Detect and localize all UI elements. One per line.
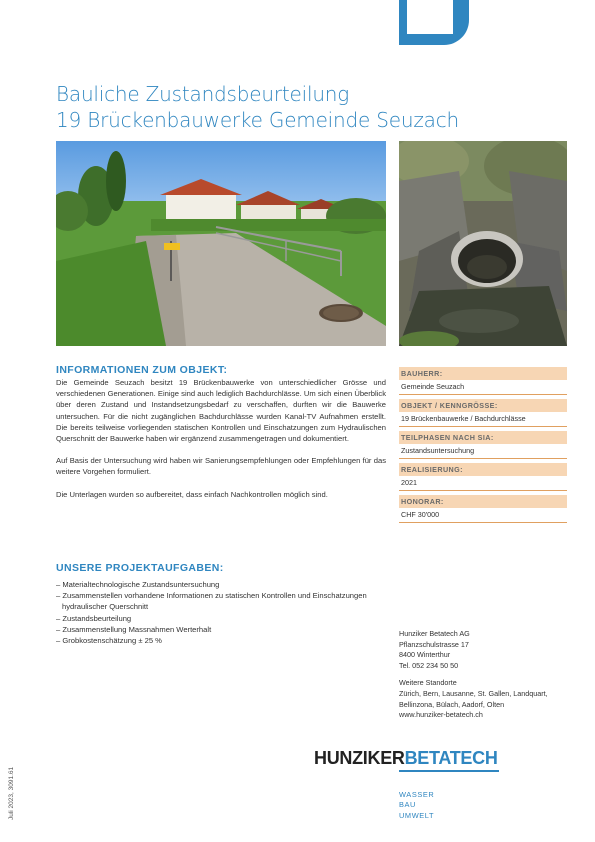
fact-label-phases: TEILPHASEN NACH SIA:: [399, 431, 567, 444]
website-link[interactable]: www.hunziker-betatech.ch: [399, 710, 483, 720]
info-paragraph-1: Die Gemeinde Seuzach besitzt 19 Brückenbauwerke von unterschiedlicher Grösse und verschiedenen Generationen. Einige sind auch lediglich Bachdurchlässe. Um sich einen Überblick über deren Zustand und Instandsetzungsbedarf zu verschaffen, durften wir die Bauwerke untersuchen. Für die nicht zugänglichen Bachdurchlässe wurden Kanal-TV Aufnahmen erstellt. Die bereits teilweise vorliegenden statischen Kontrollen und Einschatzungen zum Hydraulischen Querschnitt der Bauwerke haben wir ergänzend zusammengetragen und dokumentiert.: [56, 378, 386, 444]
fact-value-fee: CHF 30'000: [399, 508, 567, 523]
task-item: – Materialtechnologische Zustandsuntersuchung: [56, 580, 220, 589]
fact-label-fee: HONORAR:: [399, 495, 567, 508]
company-phone: Tel. 052 234 50 50: [399, 660, 459, 670]
info-heading: INFORMATIONEN ZUM OBJEKT:: [56, 364, 228, 376]
company-street: Pflanzschulstrasse 17: [399, 639, 469, 649]
brand-tagline: [399, 790, 434, 821]
fact-value-realization: 2021: [399, 476, 567, 491]
fact-value-phases: Zustandsuntersuchung: [399, 444, 567, 459]
task-item: – Zusammenstellen vorhandene Informationen zu statischen Kontrollen und Einschatzungen hydraulischer Querschnitt: [56, 591, 367, 612]
task-item: – Zusammenstellung Massnahmen Werterhalt: [56, 624, 212, 634]
bridge-photo: [56, 141, 386, 346]
task-item: – Zustandsbeurteilung: [56, 613, 132, 623]
culvert-photo: [399, 141, 567, 346]
tagline-line: BAU: [399, 800, 416, 810]
other-locations-heading: Weitere Standorte: [399, 678, 457, 688]
info-paragraph-3: Die Unterlagen wurden so aufbereitet, dass einfach Nachkontrollen möglich sind.: [56, 489, 328, 499]
document-date-code: Juli 2023, 3091.61: [8, 766, 15, 820]
page-title-line2: 19 Brückenbauwerke Gemeinde Seuzach: [56, 108, 459, 132]
info-paragraph-2: Auf Basis der Untersuchung wird haben wir Sanierungsempfehlungen oder Empfehlungen für das weitere Vorgehen formuliert.: [56, 456, 386, 477]
brand-logo: [314, 748, 498, 769]
fact-value-client: Gemeinde Seuzach: [399, 380, 567, 395]
tagline-line: WASSER: [399, 790, 435, 799]
tasks-list: [56, 579, 386, 646]
other-locations-line: Zürich, Bern, Lausanne, St. Gallen, Landquart,: [399, 688, 548, 698]
contact-block: [399, 629, 548, 721]
fact-label-object: OBJEKT / KENNGRÖSSE:: [399, 399, 567, 412]
brand-underline: [399, 770, 499, 778]
fact-label-client: BAUHERR:: [399, 367, 567, 380]
tagline-line: UMWELT: [399, 810, 435, 820]
brand-part1: HUNZIKER: [314, 748, 405, 768]
project-facts: [399, 367, 567, 523]
task-item: – Grobkostenschätzung ± 25 %: [56, 636, 162, 646]
info-text: [56, 377, 386, 500]
tasks-heading: UNSERE PROJEKTAUFGABEN:: [56, 562, 224, 574]
company-name: Hunziker Betatech AG: [399, 629, 470, 638]
brand-part2: BETATECH: [404, 748, 498, 768]
company-city: 8400 Winterthur: [399, 650, 451, 660]
fact-value-object: 19 Brückenbauwerke / Bachdurchlässe: [399, 412, 567, 427]
logo-mark: [399, 0, 469, 45]
page-title-line1: Bauliche Zustandsbeurteilung: [56, 82, 350, 106]
fact-label-realization: REALISIERUNG:: [399, 463, 567, 476]
other-locations-line: Bellinzona, Bülach, Aadorf, Olten: [399, 699, 505, 709]
